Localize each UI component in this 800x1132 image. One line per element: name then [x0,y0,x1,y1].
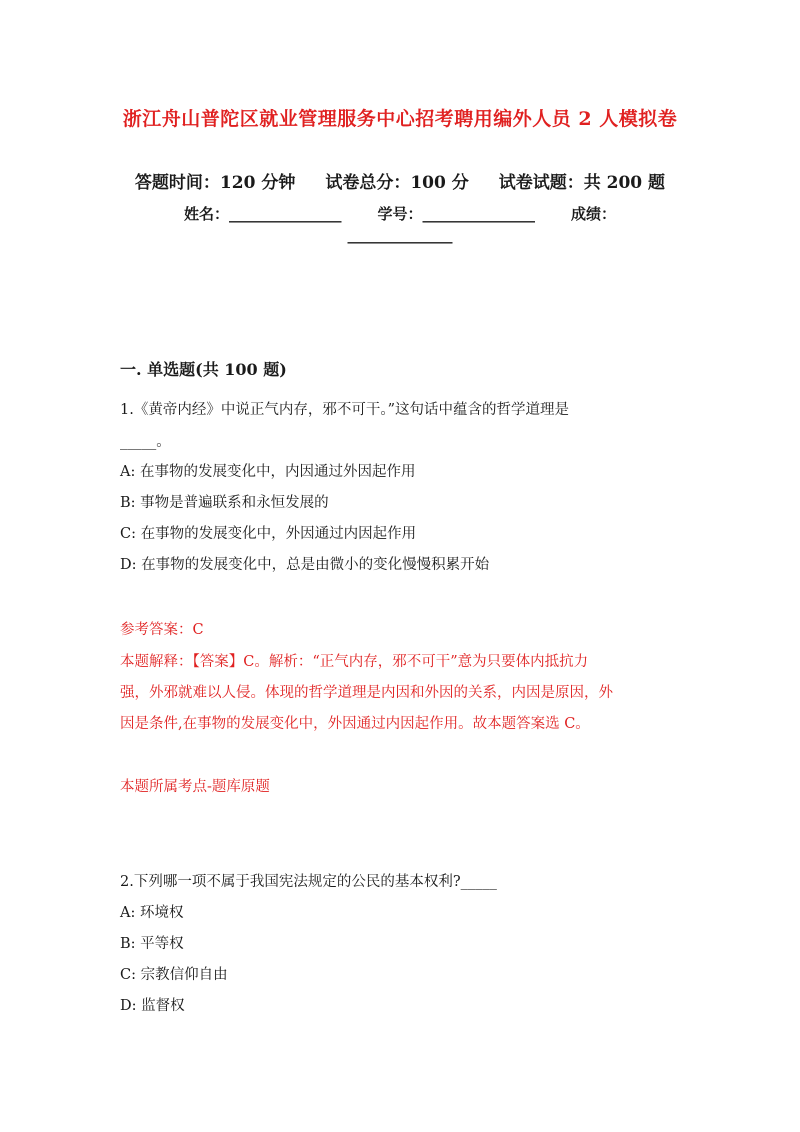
q2-option-d: D: 监督权 [120,998,185,1014]
q1-option-a: A: 在事物的发展变化中，内因通过外因起作用 [120,464,416,480]
student-info [0,203,800,224]
q1-option-c: C: 在事物的发展变化中，外因通过内因起作用 [120,526,417,542]
score-field: 成绩： [571,205,617,223]
q1-explanation-line2: 强，外邪就难以人侵。体现的哲学道理是内因和外因的关系，内因是原因，外 [120,685,613,701]
q1-stem-line1: 1.《黄帝内经》中说正气内存，邪不可干。”这句话中蕴含的哲学道理是 [120,402,569,418]
exam-title: 浙江舟山普陀区就业管理服务中心招考聘用编外人员 2 人模拟卷 [122,108,678,130]
q2-option-a: A: 环境权 [120,905,184,921]
question-count: 试卷试题：共 200 题 [498,173,666,193]
id-field: 学号：_______________ [377,205,535,223]
section-heading: 一. 单选题(共 100 题) [120,360,287,379]
q1-explanation-line1: 本题解释：【答案】C。解析：“正气内存，邪不可干”意为只要体内抵抗力 [120,654,589,670]
q2-option-b: B: 平等权 [120,936,184,952]
exam-meta [0,168,800,193]
score-blank: ______________ [347,226,453,244]
q2-stem: 2.下列哪一项不属于我国宪法规定的公民的基本权利?_____ [120,874,497,890]
q1-stem-line2: _____。 [120,434,171,450]
q1-explanation-line3: 因是条件,在事物的发展变化中，外因通过内因起作用。故本题答案选 C。 [120,716,590,732]
q2-option-c: C: 宗教信仰自由 [120,967,228,983]
q1-answer: 参考答案：C [120,622,204,638]
q1-category: 本题所属考点-题库原题 [120,779,270,795]
exam-time: 答题时间：120 分钟 [134,173,296,193]
q1-option-d: D: 在事物的发展变化中，总是由微小的变化慢慢积累开始 [120,557,490,573]
total-score: 试卷总分：100 分 [325,173,469,193]
name-field: 姓名：_______________ [183,205,342,223]
q1-option-b: B: 事物是普遍联系和永恒发展的 [120,495,329,511]
